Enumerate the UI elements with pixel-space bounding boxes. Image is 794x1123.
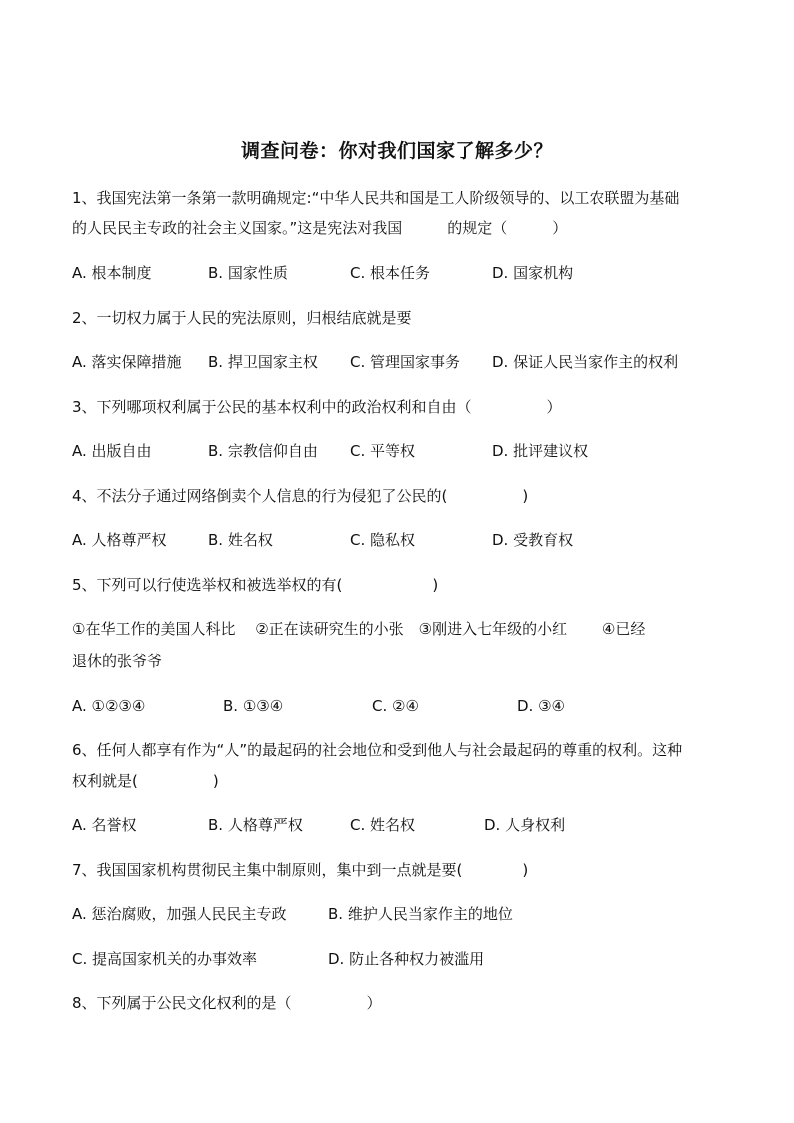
question-2-stem-line-1: 2、一切权力属于人民的宪法原则，归根结底就是要 (72, 309, 412, 327)
page-title: 调查问卷：你对我们国家了解多少？ (240, 140, 553, 162)
question-4-option-b: B. 姓名权 (208, 531, 273, 549)
question-6-stem-line-1: 6、任何人都享有作为“人”的最起码的社会地位和受到他人与社会最起码的尊重的权利。这种 (72, 741, 683, 759)
question-7-option-c: C. 提高国家机关的办事效率 (72, 950, 258, 968)
question-2-option-d: D. 保证人民当家作主的权利 (492, 353, 679, 371)
question-8-stem-line-1: 8、下列属于公民文化权利的是（ ） (72, 994, 382, 1012)
question-3-option-a: A. 出版自由 (72, 442, 152, 460)
question-7-option-d: D. 防止各种权力被滥用 (328, 950, 485, 968)
question-1-option-b: B. 国家性质 (208, 264, 288, 282)
question-6-option-a: A. 名誉权 (72, 816, 137, 834)
question-3-option-c: C. 平等权 (350, 442, 416, 460)
question-5-stem-line-3: 退休的张爷爷 (72, 652, 163, 670)
question-5-option-d: D. ③④ (517, 697, 565, 715)
question-5-stem-line-2: ①在华工作的美国人科比 ②正在读研究生的小张 ③刚进入七年级的小红 ④已经 (72, 620, 646, 638)
question-3-option-b: B. 宗教信仰自由 (208, 442, 318, 460)
question-6-option-c: C. 姓名权 (350, 816, 416, 834)
question-5-option-b: B. ①③④ (223, 697, 284, 715)
question-2-option-a: A. 落实保障措施 (72, 353, 182, 371)
question-1-option-d: D. 国家机构 (492, 264, 574, 282)
question-3-option-d: D. 批评建议权 (492, 442, 589, 460)
question-6-stem-line-2: 权利就是( ) (72, 772, 219, 790)
question-7-option-b: B. 维护人民当家作主的地位 (328, 905, 513, 923)
question-5-stem-line-1: 5、下列可以行使选举权和被选举权的有( ) (72, 576, 439, 594)
question-7-option-a: A. 惩治腐败，加强人民民主专政 (72, 905, 287, 923)
question-7-stem-line-1: 7、我国国家机构贯彻民主集中制原则，集中到一点就是要( ) (72, 861, 529, 879)
question-3-stem-line-1: 3、下列哪项权利属于公民的基本权利中的政治权利和自由（ ） (72, 398, 562, 416)
question-1-option-c: C. 根本任务 (350, 264, 431, 282)
question-5-option-c: C. ②④ (372, 697, 419, 715)
question-4-option-a: A. 人格尊严权 (72, 531, 167, 549)
question-5-option-a: A. ①②③④ (72, 697, 146, 715)
question-1-stem-line-2: 的人民民主专政的社会主义国家。”这是宪法对我国 的规定（ ） (72, 219, 568, 237)
question-1-option-a: A. 根本制度 (72, 264, 152, 282)
question-6-option-d: D. 人身权利 (484, 816, 566, 834)
question-2-option-b: B. 捍卫国家主权 (208, 353, 318, 371)
question-6-option-b: B. 人格尊严权 (208, 816, 303, 834)
question-4-stem-line-1: 4、不法分子通过网络倒卖个人信息的行为侵犯了公民的( ) (72, 487, 529, 505)
question-2-option-c: C. 管理国家事务 (350, 353, 461, 371)
question-4-option-d: D. 受教育权 (492, 531, 574, 549)
question-1-stem-line-1: 1、我国宪法第一条第一款明确规定:“中华人民共和国是工人阶级领导的、以工农联盟为基础 (72, 189, 680, 207)
question-4-option-c: C. 隐私权 (350, 531, 416, 549)
